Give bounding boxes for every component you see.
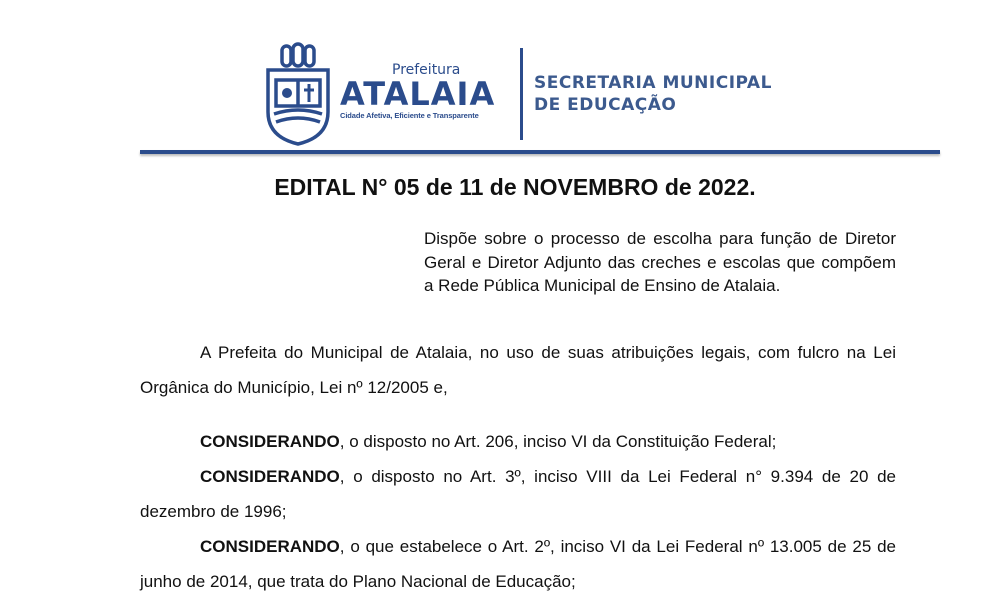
logo-tagline: Cidade Afetiva, Eficiente e Transparente	[340, 111, 479, 120]
coat-of-arms-logo	[262, 42, 334, 148]
considerando-text: , o que estabelece o Art. 2º, inciso VI da Lei Federal nº 13.005 de 25 de junho de 2014, que trata do Plano Nacional de Educação;	[140, 537, 896, 591]
considerando-text: , o disposto no Art. 3º, inciso VIII da Lei Federal n° 9.394 de 20 de dezembro de 1996;	[140, 467, 896, 521]
secretaria-line-1: SECRETARIA MUNICIPAL	[534, 73, 772, 93]
header-rule	[140, 150, 940, 154]
document-title: EDITAL N° 05 de 11 de NOVEMBRO de 2022.	[274, 174, 756, 200]
paragraph-spacer	[140, 405, 896, 424]
considerando-keyword: CONSIDERANDO	[200, 467, 340, 486]
considerando-keyword: CONSIDERANDO	[200, 432, 340, 451]
ementa: Dispõe sobre o processo de escolha para função de Diretor Geral e Diretor Adjunto das creches e escolas que compõem a Rede Pública Municipal de Ensino de Atalaia.	[424, 229, 896, 295]
considerando-text: , o disposto no Art. 206, inciso VI da Constituição Federal;	[339, 432, 777, 451]
logo-prefeitura-text: Prefeitura	[392, 62, 461, 78]
considerando-paragraph	[140, 424, 896, 459]
preamble-paragraph: A Prefeita do Municipal de Atalaia, no uso de suas atribuições legais, com fulcro na Lei Orgânica do Município, Lei nº 12/2005 e,	[140, 343, 896, 397]
document-body	[140, 335, 896, 599]
secretaria-line-2: DE EDUCAÇÃO	[534, 95, 677, 115]
considerando-keyword: CONSIDERANDO	[200, 537, 340, 556]
considerando-paragraph	[140, 529, 896, 599]
secretaria-name	[534, 72, 772, 116]
logo-city-name: ATALAIA	[340, 75, 496, 113]
header-divider	[520, 48, 523, 140]
considerando-paragraph	[140, 459, 896, 529]
